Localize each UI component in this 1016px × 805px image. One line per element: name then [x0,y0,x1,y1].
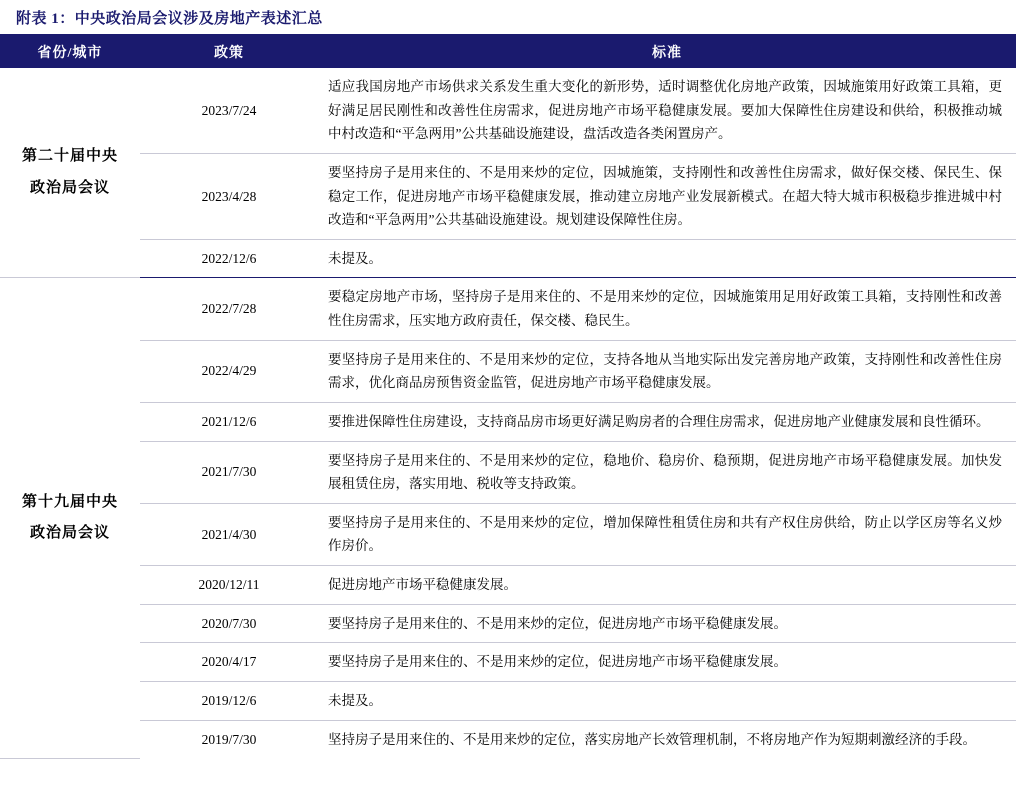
table-row [0,278,1016,340]
cell-standard-text: 未提及。 [318,239,1016,278]
cell-policy-date: 2021/4/30 [140,503,318,565]
table-row [0,441,1016,503]
cell-standard-text: 要坚持房子是用来住的、不是用来炒的定位，支持各地从当地实际出发完善房地产政策，支持刚性和改善性住房需求，优化商品房预售资金监管，促进房地产市场平稳健康发展。 [318,340,1016,402]
cell-policy-date: 2022/7/28 [140,278,318,340]
cell-policy-date: 2022/4/29 [140,340,318,402]
policy-table [0,36,1016,759]
cell-standard-text: 未提及。 [318,681,1016,720]
column-header-province: 省份/城市 [0,36,140,68]
cell-policy-date: 2023/4/28 [140,153,318,239]
cell-province: 第二十届中央 政治局会议 [0,68,140,278]
table-header-row [0,36,1016,68]
table-header [0,36,1016,68]
table-body [0,68,1016,758]
cell-policy-date: 2022/12/6 [140,239,318,278]
table-row [0,643,1016,682]
cell-standard-text: 要坚持房子是用来住的、不是用来炒的定位，促进房地产市场平稳健康发展。 [318,643,1016,682]
cell-standard-text: 要坚持房子是用来住的、不是用来炒的定位，增加保障性租赁住房和共有产权住房供给，防止以学区房等名义炒作房价。 [318,503,1016,565]
table-row [0,68,1016,153]
cell-standard-text: 适应我国房地产市场供求关系发生重大变化的新形势，适时调整优化房地产政策，因城施策用好政策工具箱，更好满足居民刚性和改善性住房需求，促进房地产市场平稳健康发展。要加大保障性住房建设和供给，积极推动城中村改造和“平急两用”公共基础设施建设，盘活改造各类闲置房产。 [318,68,1016,153]
cell-policy-date: 2019/7/30 [201,731,257,747]
cell-policy-date: 2023/7/24 [140,68,318,153]
table-row [0,239,1016,278]
cell-policy-date: 2019/12/6 [140,681,318,720]
cell-standard-text: 要坚持房子是用来住的、不是用来炒的定位，稳地价、稳房价、稳预期，促进房地产市场平稳健康发展。加快发展租赁住房，落实用地、税收等支持政策。 [318,441,1016,503]
cell-policy-date: 2020/4/17 [140,643,318,682]
table-row [0,503,1016,565]
column-header-standard: 标准 [318,36,1016,68]
cell-standard-text: 坚持房子是用来住的、不是用来炒的定位，落实房地产长效管理机制，不将房地产作为短期刺激经济的手段。 [328,731,976,747]
cell-policy-date: 2020/7/30 [140,604,318,643]
table-row [0,340,1016,402]
cell-province: 第十九届中央 政治局会议 [0,278,140,758]
table-row [0,566,1016,605]
table-caption [0,0,1016,34]
cell-standard-text: 要稳定房地产市场，坚持房子是用来住的、不是用来炒的定位，因城施策用足用好政策工具箱，支持刚性和改善性住房需求，压实地方政府责任，保交楼、稳民生。 [318,278,1016,340]
cell-policy-date: 2020/12/11 [140,566,318,605]
cell-policy-date: 2021/7/30 [140,441,318,503]
table-row [0,402,1016,441]
cell-standard-text: 要推进保障性住房建设，支持商品房市场更好满足购房者的合理住房需求，促进房地产业健康发展和良性循环。 [318,402,1016,441]
cell-standard-text: 要坚持房子是用来住的、不是用来炒的定位，因城施策，支持刚性和改善性住房需求，做好保交楼、保民生、保稳定工作，促进房地产市场平稳健康发展，推动建立房地产业发展新模式。在超大特大城市积极稳步推进城中村改造和“平急两用”公共基础设施建设。规划建设保障性住房。 [318,153,1016,239]
table-row [0,720,1016,758]
table-row [0,153,1016,239]
caption-number: 附表 1： [16,11,75,27]
column-header-policy: 政策 [140,36,318,68]
cell-standard-text: 要坚持房子是用来住的、不是用来炒的定位，促进房地产市场平稳健康发展。 [318,604,1016,643]
cell-standard-text: 促进房地产市场平稳健康发展。 [318,566,1016,605]
cell-policy-date: 2021/12/6 [140,402,318,441]
table-row [0,681,1016,720]
caption-title: 中央政治局会议涉及房地产表述汇总 [74,11,323,27]
table-row [0,604,1016,643]
